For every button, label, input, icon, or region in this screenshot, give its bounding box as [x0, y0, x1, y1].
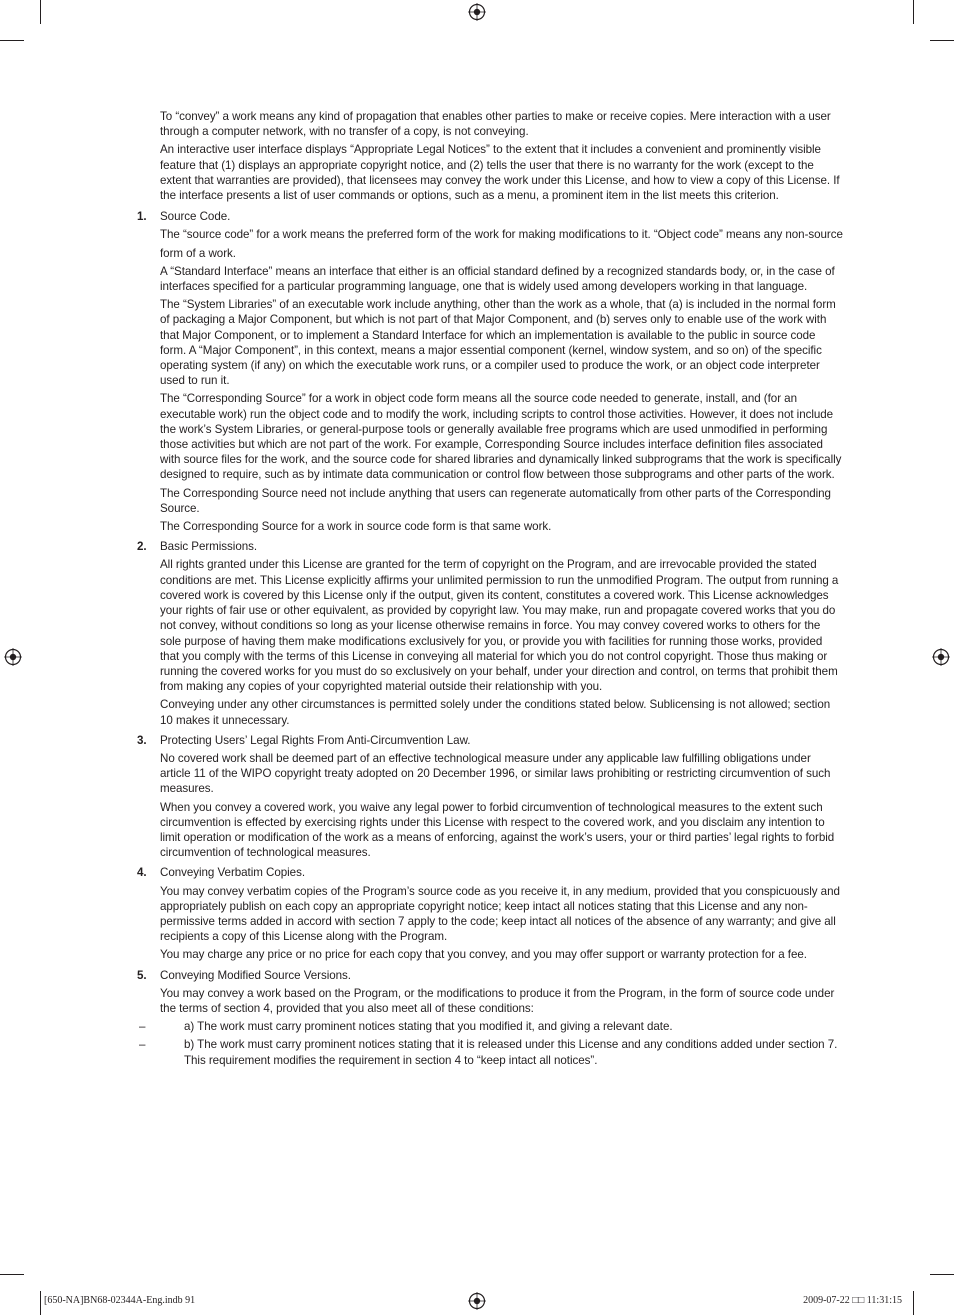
paragraph: The “System Libraries” of an executable work include anything, other than the work as a whole, that (a) is included in the normal form of packaging a Major Component, but which is not part of that Major Component, and (b) serves only to enable use of the work with that Major Component, or to implement a Standard Interface for which an implementation is available to the public in source code form. A “Major Component”, in this context, means a major essential component (kernel, window system, and so on) of the specific operating system (if any) on which the executable work runs, or a compiler used to produce the work, or an object code interpreter used to run it.	[160, 298, 836, 388]
list-item	[137, 1037, 843, 1067]
section-title: Conveying Verbatim Copies.	[160, 866, 305, 880]
section-source-code	[137, 209, 843, 534]
section-title: Basic Permissions.	[160, 540, 258, 554]
paragraph: The “source code” for a work means the preferred form of the work for making modifications to it. “Object code” means any non-source	[160, 228, 843, 242]
crop-mark	[913, 1291, 914, 1315]
section-number: 4.	[137, 866, 147, 880]
section-modified-source	[137, 968, 843, 1068]
paragraph: You may convey verbatim copies of the Program’s source code as you receive it, in any medium, provided that you conspicuously and appropriately publish on each copy an appropriate copyright notice; keep intact all notices stating that this License and any non-permissive terms added in accord with section 7 apply to the code; keep intact all notices of the absence of any warranty; and give all recipients a copy of this License along with the Program.	[160, 884, 840, 944]
crop-mark	[0, 1274, 24, 1275]
section-number: 3.	[137, 733, 147, 747]
section-title: Protecting Users’ Legal Rights From Anti-Circumvention Law.	[160, 733, 471, 747]
intro-block	[160, 109, 843, 203]
crop-mark	[0, 40, 24, 41]
list-item-text: a) The work must carry prominent notices stating that you modified it, and giving a relevant date.	[184, 1020, 673, 1034]
footer-file-info: [650-NA]BN68-02344A-Eng.indb 91	[44, 1295, 196, 1306]
section-number: 2.	[137, 540, 147, 554]
footer-timestamp: 2009-07-22 □□ 11:31:15	[803, 1295, 902, 1306]
crop-mark	[40, 1291, 41, 1315]
section-title: Conveying Modified Source Versions.	[160, 968, 351, 982]
paragraph: form of a work.	[160, 246, 236, 260]
paragraph: The Corresponding Source need not include anything that users can regenerate automatically from other parts of the Corresponding Source.	[160, 486, 831, 515]
registration-mark-icon	[468, 1292, 486, 1310]
section-anti-circumvention	[137, 733, 843, 861]
section-basic-permissions	[137, 539, 843, 727]
paragraph: No covered work shall be deemed part of an effective technological measure under any applicable law fulfilling obligations under article 11 of the WIPO copyright treaty adopted on 20 December 1996, or similar laws prohibiting or restricting circumvention of such measures.	[160, 751, 831, 796]
paragraph: When you convey a covered work, you waive any legal power to forbid circumvention of technological measures to the extent such circumvention is effected by exercising rights under this License with respect to the covered work, and you disclaim any intention to limit operation or modification of the work as a means of enforcing, against the work’s users, your or third parties’ legal rights to forbid circumvention of technological measures.	[160, 800, 835, 860]
bullet-marker: –	[139, 1020, 146, 1034]
paragraph: A “Standard Interface” means an interface that either is an official standard defined by a recognized standards body, or, in the case of interfaces specified for a particular programming language, one that is widely used among developers working in that language.	[160, 264, 835, 294]
paragraph: All rights granted under this License are granted for the term of copyright on the Program, and are irrevocable provided the stated conditions are met. This License explicitly affirms your unlimited permission to run the unmodified Program. The output from running a covered work is covered by this License only if the output, given its content, constitutes a covered work. This License acknowledges your rights of fair use or other equivalent, as provided by copyright law. You may make, run and propagate covered works that you do not convey, without conditions so long as your license otherwise remains in force. You may convey covered works to others for the sole purpose of having them make modifications exclusively for you, or provide you with facilities for running those works, provided that you comply with the terms of this License in conveying all material for which you do not control copyright. Those thus making or running the covered works for you must do so exclusively on your behalf, under your direction and control, on terms that prohibit them from making any copies of your copyrighted material outside their relationship with you.	[160, 558, 839, 694]
paragraph: Conveying under any other circumstances is permitted solely under the conditions stated below. Sublicensing is not allowed; section 10 makes it unnecessary.	[160, 698, 831, 727]
section-number: 5.	[137, 968, 147, 982]
condition-list	[137, 1019, 843, 1068]
paragraph: The Corresponding Source for a work in source code form is that same work.	[160, 520, 552, 534]
intro-paragraph: An interactive user interface displays “Appropriate Legal Notices” to the extent that it includes a convenient and prominently visible feature that (1) displays an appropriate copyright notice, and (2) tells the user that there is no warranty for the work (except to the extent that warranties are provided), that licensees may convey the work under this License, and how to view a copy of this License. If the interface presents a list of user commands or options, such as a menu, a prominent item in the list meets this criterion.	[160, 143, 840, 203]
paragraph: You may charge any price or no price for each copy that you convey, and you may offer support or warranty protection for a fee.	[160, 948, 807, 962]
bullet-marker: –	[139, 1038, 146, 1052]
paragraph: You may convey a work based on the Program, or the modifications to produce it from the Program, in the form of source code under the terms of section 4, provided that you also meet all of these conditions:	[160, 986, 835, 1015]
registration-mark-icon	[4, 648, 22, 666]
list-item	[137, 1019, 843, 1034]
crop-mark	[913, 0, 914, 24]
section-title: Source Code.	[160, 210, 231, 224]
section-verbatim-copies	[137, 865, 843, 962]
crop-mark	[40, 0, 41, 24]
registration-mark-icon	[468, 3, 486, 21]
crop-mark	[930, 40, 954, 41]
crop-mark	[930, 1274, 954, 1275]
section-number: 1.	[137, 210, 147, 224]
registration-mark-icon	[932, 648, 950, 666]
document-body	[137, 109, 843, 1073]
list-item-text: b) The work must carry prominent notices stating that it is released under this License and any conditions added under section 7. This requirement modifies the requirement in section 4 to “keep intact all notices”.	[184, 1038, 838, 1067]
intro-paragraph: To “convey” a work means any kind of propagation that enables other parties to make or receive copies. Mere interaction with a user through a computer network, with no transfer of a copy, is not conveying.	[160, 110, 831, 139]
paragraph: The “Corresponding Source” for a work in object code form means all the source code needed to generate, install, and (for an executable work) run the object code and to modify the work, including scripts to control those activities. However, it does not include the work’s System Libraries, or general-purpose tools or generally available free programs which are used unmodified in performing those activities but which are not part of the work. For example, Corresponding Source includes interface definition files associated with source files for the work, and the source code for shared libraries and dynamically linked subprograms that the work is specifically designed to require, such as by intimate data communication or control flow between those subprograms and other parts of the work.	[160, 392, 842, 482]
